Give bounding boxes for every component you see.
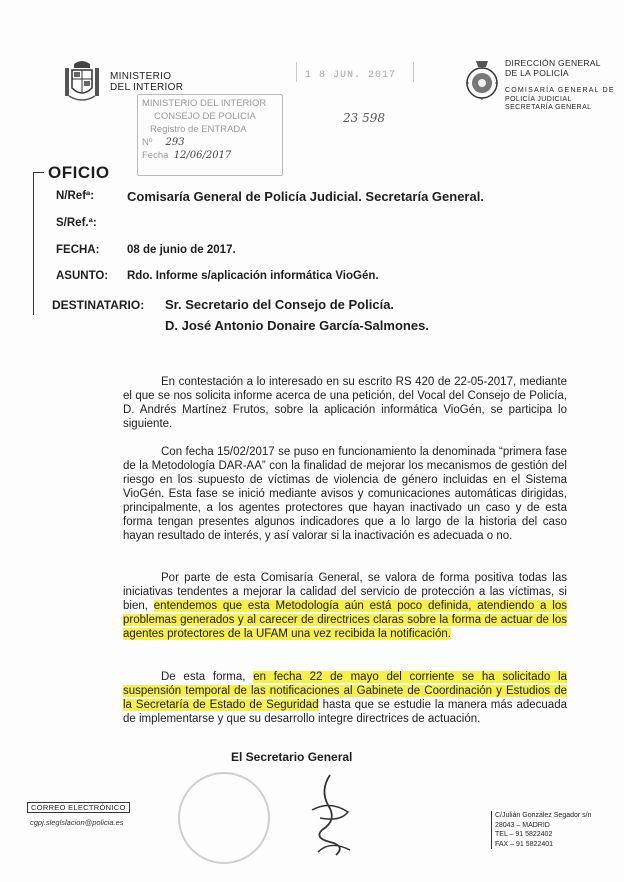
oficio-title: OFICIO xyxy=(48,163,110,182)
fecha-label: FECHA: xyxy=(56,244,100,256)
highlighted-text-1: entendemos que esta Metodología aún está poco definida, atendiendo a los problemas generados y al carecer de directrices claras sobre la forma de actuar de los agentes protectores de la UFAM una vez recibida la notificación. xyxy=(123,600,567,640)
highlighted-text-2: en fecha 22 de mayo del corriente se ha solicitado la suspensión temporal de las notificaciones al Gabinete de Coordinación y Estudios de la Secretaría de Estado de Seguridad xyxy=(123,671,567,711)
destinatario-line1: Sr. Secretario del Consejo de Policía. xyxy=(165,297,395,312)
fecha-value: 08 de junio de 2017. xyxy=(127,244,236,256)
date-stamp: 1 8 JUN. 2017 xyxy=(305,70,397,81)
body-paragraph-3: Por parte de esta Comisaría General, se valora de forma positiva todas las iniciativas tendentes a mejorar la calidad del servicio de protección a las víctimas, si bien, entendemos que esta Metodología aún está poco definida, atendiendo a los problemas generados y al carecer de directrices claras sobre la forma de actuar de los agentes protectores de la UFAM una vez recibida la notificación. xyxy=(123,572,567,640)
destinatario-label: DESTINATARIO: xyxy=(52,298,145,312)
asunto-value: Rdo. Informe s/aplicación informática VioGén. xyxy=(127,270,379,282)
spain-coat-of-arms-icon xyxy=(63,58,101,104)
direccion-general-title: DIRECCIÓN GENERAL DE LA POLICÍA xyxy=(505,58,601,78)
comisaria-subtitle: COMISARÍA GENERAL DE POLICÍA JUDICIAL SECRETARÍA GENERAL xyxy=(505,87,615,111)
registry-number: 293 xyxy=(165,137,185,148)
registry-entry-stamp: MINISTERIO DEL INTERIOR CONSEJO DE POLICIA Registro de ENTRADA Nº 293 Fecha 12/06/2017 xyxy=(137,94,283,176)
body-paragraph-2: Con fecha 15/02/2017 se puso en funcionamiento la denominada “primera fase de la Metodología DAR-AA” con la finalidad de mejorar los mecanismos de gestión del riesgo en los supuesto de víctimas de violencia de género incluidas en el Sistema VioGén. Esta fase se inició mediante avisos y comunicaciones automáticas dirigidas, principalmente, a los agentes protectores que hayan inactivado un caso y de esta forma tengan presentes algunos indicadores que a lo largo de la historia del caso hayan resultado de interés, y así valorar si la inactivación es adecuada o no. xyxy=(123,446,567,542)
ministry-name: MINISTERIO DEL INTERIOR xyxy=(110,71,184,93)
email-label: CORREO ELECTRÓNICO xyxy=(27,802,130,813)
sref-label: S/Ref.ª: xyxy=(56,217,97,229)
destinatario-line2: D. José Antonio Donaire García-Salmones. xyxy=(165,318,429,333)
postal-address: C/Julián González Segador s/n 28043 – MADRID TEL – 91 5822402 FAX – 91 5822401 xyxy=(491,811,592,849)
body-paragraph-1: En contestación a lo interesado en su escrito RS 420 de 22-05-2017, mediante el que se nos solicita informe acerca de una petición, del Vocal del Consejo de Policía, D. Andrés Martínez Frutos, sobre la aplicación informática VioGén, se participa lo siguiente. xyxy=(123,376,567,430)
email-address: cgpj.sleglslacion@policia.es xyxy=(30,818,124,827)
oficio-bracket xyxy=(33,172,44,315)
registry-date: 12/06/2017 xyxy=(173,150,232,161)
signature-title: El Secretario General xyxy=(231,750,353,764)
asunto-label: ASUNTO: xyxy=(56,270,109,282)
official-seal xyxy=(178,772,270,864)
nref-value: Comisaría General de Policía Judicial. Secretaría General. xyxy=(127,189,484,204)
handwritten-number: 23 598 xyxy=(343,111,385,125)
body-paragraph-4: De esta forma, en fecha 22 de mayo del corriente se ha solicitado la suspensión temporal de las notificaciones al Gabinete de Coordinación y Estudios de la Secretaría de Estado de Seguridad hasta que se estudie la manera más adecuada de implementarse y que su desarrollo integre directrices de actuación. xyxy=(123,671,567,725)
police-emblem-icon xyxy=(464,57,500,103)
handwritten-signature xyxy=(300,770,360,860)
nref-label: N/Refª: xyxy=(56,190,95,202)
